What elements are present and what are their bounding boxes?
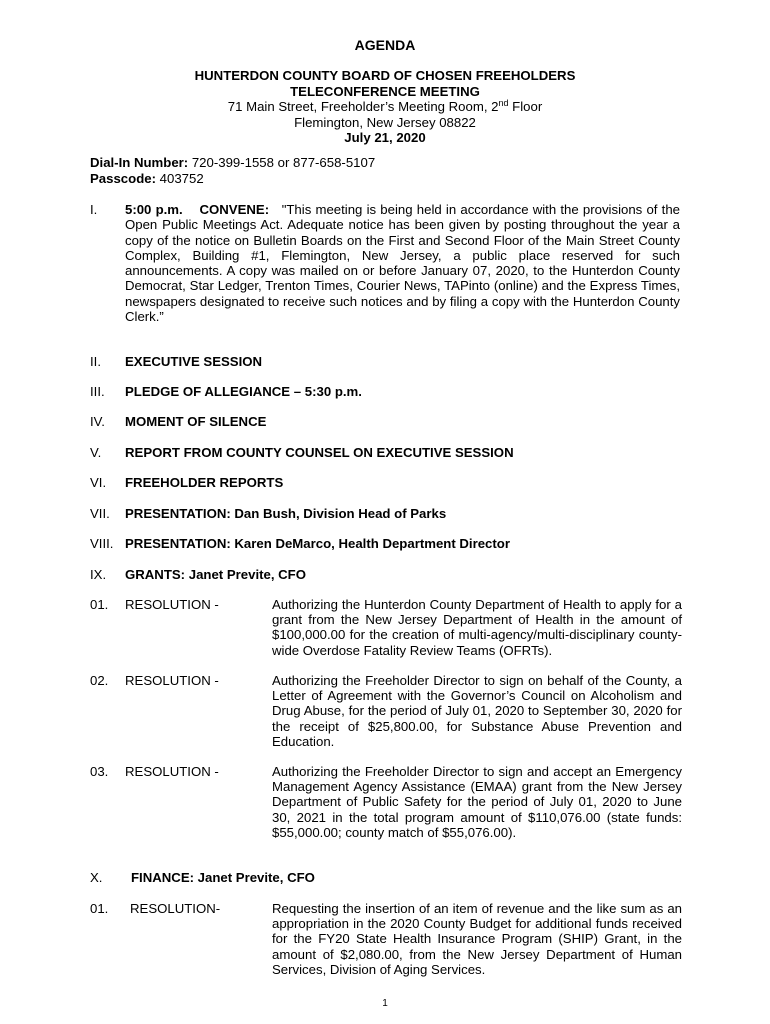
page-number: 1 <box>382 998 388 1009</box>
item-text: MOMENT OF SILENCE <box>125 414 267 429</box>
item-text: PRESENTATION: Dan Bush, Division Head of Parks <box>125 506 447 521</box>
dial-in-number: 720-399-1558 or 877-658-5107 <box>188 155 376 170</box>
resolution-number: 02. <box>90 673 109 688</box>
item-time: 5:00 p.m. <box>125 202 183 217</box>
address-main: 71 Main Street, Freeholder’s Meeting Room, 2 <box>227 99 499 114</box>
board-name: HUNTERDON COUNTY BOARD OF CHOSEN FREEHOLDERS <box>194 68 576 83</box>
item-number: VII. <box>90 506 110 521</box>
meeting-date: July 21, 2020 <box>344 130 426 145</box>
item-text: EXECUTIVE SESSION <box>125 354 263 369</box>
resolution-text: Authorizing the Freeholder Director to sign and accept an Emergency Management Agency Assistance (EMAA) grant from the New Jersey Department of Public Safety for the period of July 01, 2020 to June 30, 2021 in the total program amount of $110,076.00 (state funds: $55,000.00; county match of $55,076.00). <box>272 764 682 840</box>
item-text: REPORT FROM COUNTY COUNSEL ON EXECUTIVE SESSION <box>125 445 514 460</box>
resolution-text: Authorizing the Freeholder Director to sign on behalf of the County, a Letter of Agreement with the Governor’s Council on Alcoholism and Drug Abuse, for the period of July 01, 2020 to September 30, 2020 for the receipt of $25,800.00, for Substance Abuse Prevention and Education. <box>272 673 682 749</box>
item-text: PLEDGE OF ALLEGIANCE – 5:30 p.m. <box>125 384 362 399</box>
item-number: IX. <box>90 567 107 582</box>
item-body <box>125 202 680 324</box>
resolution-number: 03. <box>90 764 109 779</box>
resolution-label: RESOLUTION - <box>125 673 219 688</box>
meeting-header <box>0 68 770 146</box>
meeting-city: Flemington, New Jersey 08822 <box>294 114 476 130</box>
passcode-value: 403752 <box>155 171 204 186</box>
item-text: PRESENTATION: Karen DeMarco, Health Department Director <box>125 536 510 551</box>
resolution-label: RESOLUTION- <box>130 901 221 916</box>
item-text: "This meeting is being held in accordance with the provisions of the Open Public Meetings Act. Adequate notice has been given by posting throughout the year a copy of the notice on Bulletin Boards on the First and Second Floor of the Main Street County Complex, Building #1, Flemington, New Jersey, a public place reserved for such announcements. A copy was mailed on or before January 07, 2020, to the Hunterdon County Democrat, Star Ledger, Trenton Times, Courier News, TAPinto (online) and the Express Times, newspapers designated to receive such notices and by filing a copy with the Hunterdon County Clerk.” <box>125 202 680 325</box>
item-number: I. <box>90 202 98 217</box>
meeting-type: TELECONFERENCE MEETING <box>290 83 480 99</box>
item-label: CONVENE: <box>199 202 270 217</box>
resolution-number: 01. <box>90 597 109 612</box>
passcode-label: Passcode: <box>90 171 156 186</box>
address-floor: Floor <box>508 99 543 114</box>
resolution-number: 01. <box>90 901 109 916</box>
address-sup: nd <box>498 98 509 108</box>
item-number: III. <box>90 384 105 399</box>
dial-in-block <box>90 155 375 187</box>
resolution-label: RESOLUTION - <box>125 597 219 612</box>
page-title: AGENDA <box>354 37 416 53</box>
item-number: IV. <box>90 414 105 429</box>
item-text: GRANTS: Janet Previte, CFO <box>125 567 306 582</box>
resolution-text: Authorizing the Hunterdon County Department of Health to apply for a grant from the New Jersey Department of Health in the amount of $100,000.00 for the creation of multi-agency/multi-disciplinary county-wide Overdose Fatality Review Teams (OFRTs). <box>272 597 682 658</box>
item-text: FINANCE: Janet Previte, CFO <box>131 870 315 885</box>
resolution-text: Requesting the insertion of an item of revenue and the like sum as an appropriation in the 2020 County Budget for additional funds received for the FY20 State Health Insurance Program (SHIP) Grant, in the amount of $2,080.00, from the New Jersey Department of Human Services, Division of Aging Services. <box>272 901 682 977</box>
meeting-address <box>0 99 770 115</box>
item-number: VI. <box>90 475 107 490</box>
resolution-label: RESOLUTION - <box>125 764 219 779</box>
item-number: V. <box>90 445 102 460</box>
item-text: FREEHOLDER REPORTS <box>125 475 284 490</box>
dial-in-label: Dial-In Number: <box>90 155 189 170</box>
item-number: VIII. <box>90 536 114 551</box>
item-number: X. <box>90 870 103 885</box>
item-number: II. <box>90 354 101 369</box>
